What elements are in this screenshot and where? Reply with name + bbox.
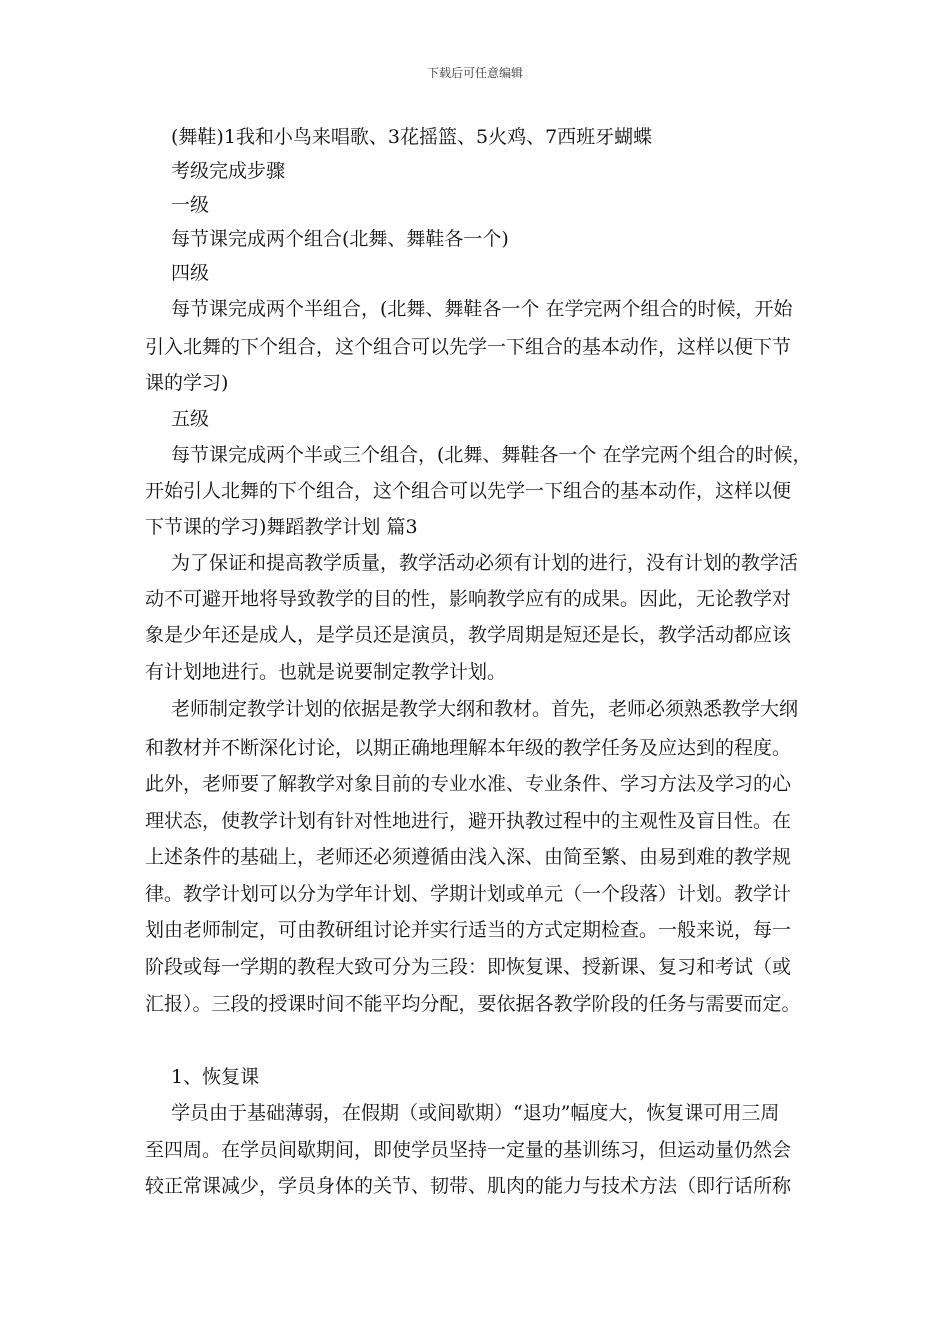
text-line: 老师制定教学计划的依据是教学大纲和教材。首先，老师必须熟悉教学大纲	[171, 698, 799, 720]
text-line: 律。教学计划可以分为学年计划、学期计划或单元（一个段落）计划。教学计	[145, 883, 792, 905]
text-line: 有计划地进行。也就是说要制定教学计划。	[145, 661, 507, 683]
text-line: 学员由于基础薄弱，在假期（或间歇期）“退功”幅度大，恢复课可用三周	[171, 1102, 780, 1124]
text-line: 下节课的学习)舞蹈教学计划 篇3	[145, 516, 418, 538]
text-line: 汇报）。三段的授课时间不能平均分配，要依据各教学阶段的任务与需要而定。	[145, 993, 801, 1015]
text-line: 开始引人北舞的下个组合，这个组合可以先学一下组合的基本动作，这样以便	[145, 480, 792, 502]
text-line: (舞鞋)1我和小鸟来唱歌、3花摇篮、5火鸡、7西班牙蝴蝶	[171, 126, 653, 148]
text-line: 为了保证和提高教学质量，教学活动必须有计划的进行，没有计划的教学活	[171, 552, 799, 574]
text-line: 理状态，使教学计划有针对性地进行，避开执教过程中的主观性及盲目性。在	[145, 810, 792, 832]
text-line: 划由老师制定，可由教研组讨论并实行适当的方式定期检查。一般来说，每一	[145, 919, 792, 941]
text-line: 至四周。在学员间歇期间，即使学员坚持一定量的基训练习，但运动量仍然会	[145, 1139, 792, 1161]
text-line: 每节课完成两个半组合，(北舞、舞鞋各一个 在学完两个组合的时候，开始	[171, 298, 793, 320]
text-line: 每节课完成两个组合(北舞、舞鞋各一个)	[171, 228, 509, 250]
page-header: 下载后可任意编辑	[426, 66, 523, 80]
text-line: 五级	[171, 408, 210, 430]
section-heading: 1、恢复课	[171, 1066, 260, 1088]
text-line: 较正常课减少，学员身体的关节、韧带、肌肉的能力与技术方法（即行话所称	[145, 1175, 792, 1197]
text-line: 课的学习)	[145, 372, 229, 394]
text-line: 阶段或每一学期的教程大致可分为三段：即恢复课、授新课、复习和考试（或	[145, 956, 792, 978]
text-line: 考级完成步骤	[171, 160, 286, 182]
text-line: 此外，老师要了解教学对象目前的专业水准、专业条件、学习方法及学习的心	[145, 773, 792, 795]
text-line: 上述条件的基础上，老师还必须遵循由浅入深、由简至繁、由易到难的教学规	[145, 846, 792, 868]
text-line: 一级	[171, 194, 210, 216]
text-line: 每节课完成两个半或三个组合，(北舞、舞鞋各一个 在学完两个组合的时候，	[171, 444, 812, 466]
text-line: 象是少年还是成人，是学员还是演员，教学周期是短还是长，教学活动都应该	[145, 624, 792, 646]
text-line: 和教材并不断深化讨论，以期正确地理解本年级的教学任务及应达到的程度。	[145, 737, 792, 759]
text-line: 动不可避开地将导致教学的目的性，影响教学应有的成果。因此，无论教学对	[145, 588, 792, 610]
text-line: 四级	[171, 262, 210, 284]
text-line: 引入北舞的下个组合，这个组合可以先学一下组合的基本动作，这样以便下节	[145, 336, 792, 358]
